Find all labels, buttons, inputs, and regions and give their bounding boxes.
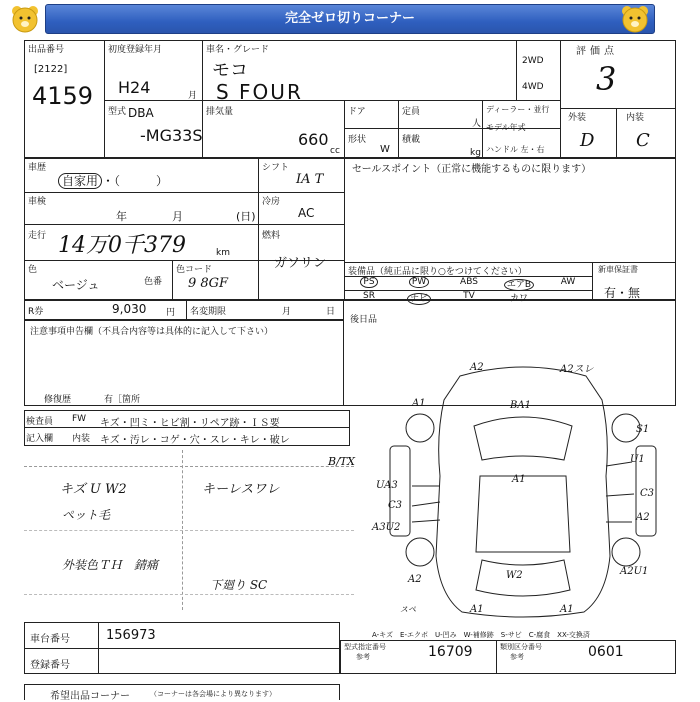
note-keyless: キーレスワレ bbox=[202, 482, 280, 497]
type-value: -MG33S bbox=[140, 126, 203, 145]
lot-code: [2122] bbox=[34, 64, 68, 75]
type-designation-number: 16709 bbox=[428, 644, 473, 660]
shift-value: IA T bbox=[296, 172, 324, 187]
bear-mascot-icon bbox=[10, 4, 40, 34]
color-value: ベージュ bbox=[52, 278, 100, 292]
equipment-label: 装備品（純正品に限り○をつけてください） bbox=[348, 267, 527, 277]
first-reg-label: 初度登録年月 bbox=[108, 45, 163, 55]
note-exterior: 外装色ＴＨ 錆痛 bbox=[62, 558, 159, 572]
note-pet: ペット毛 bbox=[62, 508, 111, 522]
first-reg-value: H24 bbox=[118, 78, 151, 97]
rating-value: 3 bbox=[596, 60, 617, 98]
chassis-number: 156973 bbox=[106, 628, 156, 643]
recycle-value: 9,030 bbox=[112, 302, 147, 316]
exterior-grade: D bbox=[580, 130, 595, 151]
bear-mascot-icon bbox=[620, 4, 650, 34]
recycle-row bbox=[24, 300, 344, 320]
model-grade: S FOUR bbox=[216, 80, 303, 104]
lot-label: 出品番号 bbox=[28, 45, 65, 55]
mileage-value: 14万0千379 bbox=[58, 233, 186, 258]
model-label: 車名・グレード bbox=[206, 45, 270, 55]
note-underbody: 下廻り SC bbox=[210, 578, 268, 592]
lot-number: 4159 bbox=[32, 82, 94, 110]
use-value: 自家用 ・（ ） bbox=[58, 172, 168, 189]
category-number: 0601 bbox=[588, 644, 624, 660]
note-scratch: キズ U W2 bbox=[60, 482, 127, 497]
ac-value: AC bbox=[298, 206, 315, 220]
damage-legend: A-キズ E-エクボ U-凹み W-補修跡 S-サビ C-腐食 XX-交換済 bbox=[372, 631, 590, 639]
warranty-value: 有・無 bbox=[604, 286, 641, 300]
rating-label: 評価点 bbox=[576, 46, 618, 57]
color-code: 9 8GF bbox=[188, 276, 229, 291]
model-name: モコ bbox=[212, 60, 248, 81]
page-title: 完全ゼロ切りコーナー bbox=[45, 4, 655, 34]
sales-point-label: セールスポイント（正常に機能するものに限ります） bbox=[352, 164, 592, 175]
fuel-value: ガソリン bbox=[274, 256, 327, 271]
displacement-value: 660 bbox=[298, 130, 329, 149]
interior-grade: C bbox=[636, 130, 650, 151]
